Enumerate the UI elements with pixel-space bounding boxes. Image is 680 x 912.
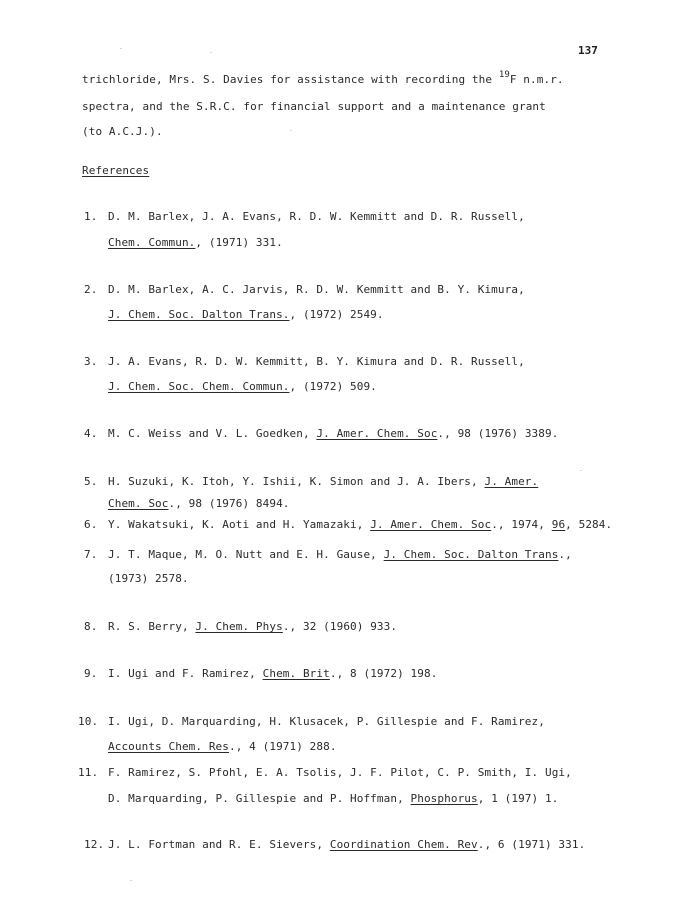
- reference-authors: H. Suzuki, K. Itoh, Y. Ishii, K. Simon and J. A. Ibers,: [108, 475, 485, 488]
- reference-2-line-2: [108, 308, 384, 321]
- references-heading: References: [82, 164, 150, 177]
- reference-authors: F. Ramirez, S. Pfohl, E. A. Tsolis, J. F. Pilot, C. P. Smith, I. Ugi,: [108, 766, 572, 779]
- reference-number: 9.: [84, 667, 98, 680]
- reference-number: 5.: [84, 475, 98, 488]
- reference-journal: J. Chem. Soc. Dalton Trans.: [108, 308, 290, 321]
- reference-number: 11.: [78, 766, 99, 779]
- reference-citation: ., 98 (1976) 8494.: [168, 497, 290, 510]
- reference-journal: J. Chem. Phys: [195, 620, 283, 633]
- reference-12-line-1: [84, 838, 585, 851]
- reference-10-line-2: [108, 740, 337, 753]
- reference-number: 3.: [84, 355, 98, 368]
- reference-4-line-1: [84, 427, 558, 440]
- reference-authors: I. Ugi and F. Ramirez,: [108, 667, 263, 680]
- reference-citation: , 1 (197) 1.: [477, 792, 559, 805]
- superscript-19: 19: [498, 70, 510, 80]
- scan-speck: [290, 130, 292, 131]
- ack-text-after: F n.m.r.: [509, 73, 564, 86]
- reference-10-line-1: [78, 715, 545, 728]
- scan-speck: [130, 880, 132, 881]
- acknowledgement-line-3: (to A.C.J.).: [82, 125, 163, 138]
- reference-journal: Phosphorus: [410, 792, 478, 805]
- reference-authors: D. M. Barlex, J. A. Evans, R. D. W. Kemmitt and D. R. Russell,: [108, 210, 525, 223]
- reference-6-line-1: [84, 518, 612, 531]
- scan-speck: [120, 48, 122, 49]
- reference-5-line-1: [84, 475, 538, 488]
- reference-year: ., 1974,: [491, 518, 552, 531]
- reference-journal: J. Amer. Chem. Soc: [370, 518, 492, 531]
- reference-volume: 96: [551, 518, 566, 531]
- reference-journal: Chem. Brit: [262, 667, 330, 680]
- reference-8-line-1: [84, 620, 397, 633]
- reference-authors: I. Ugi, D. Marquarding, H. Klusacek, P. Gillespie and F. Ramirez,: [108, 715, 545, 728]
- scan-speck: [580, 470, 582, 471]
- reference-3-line-1: [84, 355, 525, 368]
- reference-1-line-1: [84, 210, 525, 223]
- reference-journal: Accounts Chem. Res: [108, 740, 230, 753]
- ack-text-before: trichloride, Mrs. S. Davies for assistance with recording the: [82, 73, 499, 86]
- acknowledgement-line-1: [82, 70, 564, 86]
- page-number: 137: [578, 44, 598, 57]
- reference-1-line-2: [108, 236, 283, 249]
- reference-7-line-1: [84, 548, 572, 561]
- reference-number: 2.: [84, 283, 98, 296]
- reference-9-line-1: [84, 667, 437, 680]
- reference-citation: ., 32 (1960) 933.: [282, 620, 398, 633]
- reference-authors: J. A. Evans, R. D. W. Kemmitt, B. Y. Kimura and D. R. Russell,: [108, 355, 525, 368]
- reference-journal-part-2: Chem. Soc: [108, 497, 169, 510]
- reference-citation: , 5284.: [565, 518, 613, 531]
- reference-number: 10.: [78, 715, 99, 728]
- reference-number: 4.: [84, 427, 98, 440]
- reference-11-line-1: [78, 766, 572, 779]
- reference-authors-continued: D. Marquarding, P. Gillespie and P. Hoffman,: [108, 792, 411, 805]
- reference-number: 1.: [84, 210, 98, 223]
- reference-2-line-1: [84, 283, 525, 296]
- reference-11-line-2: [108, 792, 558, 805]
- reference-number: 8.: [84, 620, 98, 633]
- reference-authors: M. C. Weiss and V. L. Goedken,: [108, 427, 317, 440]
- reference-3-line-2: [108, 380, 377, 393]
- reference-journal: J. Chem. Soc. Chem. Commun.: [108, 380, 290, 393]
- reference-citation: ., 6 (1971) 331.: [477, 838, 586, 851]
- reference-citation: , (1971) 331.: [195, 236, 283, 249]
- reference-journal: J. Chem. Soc. Dalton Trans: [383, 548, 559, 561]
- acknowledgement-line-2: spectra, and the S.R.C. for financial support and a maintenance grant: [82, 100, 546, 113]
- reference-authors: Y. Wakatsuki, K. Aoti and H. Yamazaki,: [108, 518, 371, 531]
- reference-authors: D. M. Barlex, A. C. Jarvis, R. D. W. Kemmitt and B. Y. Kimura,: [108, 283, 525, 296]
- reference-7-line-2: (1973) 2578.: [108, 572, 189, 585]
- reference-citation: ., 8 (1972) 198.: [329, 667, 438, 680]
- reference-journal: J. Amer. Chem. Soc: [316, 427, 438, 440]
- reference-citation: ., 98 (1976) 3389.: [437, 427, 559, 440]
- reference-number: 6.: [84, 518, 98, 531]
- reference-punctuation: .,: [558, 548, 572, 561]
- reference-journal: Coordination Chem. Rev: [329, 838, 478, 851]
- reference-citation: , (1972) 2549.: [289, 308, 384, 321]
- reference-citation: , (1972) 509.: [289, 380, 377, 393]
- reference-authors: R. S. Berry,: [108, 620, 196, 633]
- reference-journal: Chem. Commun.: [108, 236, 196, 249]
- reference-authors: J. T. Maque, M. O. Nutt and E. H. Gause,: [108, 548, 384, 561]
- reference-number: 7.: [84, 548, 98, 561]
- reference-number: 12.: [84, 838, 105, 851]
- reference-authors: J. L. Fortman and R. E. Sievers,: [108, 838, 330, 851]
- reference-journal-part-1: J. Amer.: [484, 475, 539, 488]
- reference-citation: ., 4 (1971) 288.: [229, 740, 337, 753]
- scan-speck: [210, 52, 212, 53]
- reference-5-line-2: [108, 497, 290, 510]
